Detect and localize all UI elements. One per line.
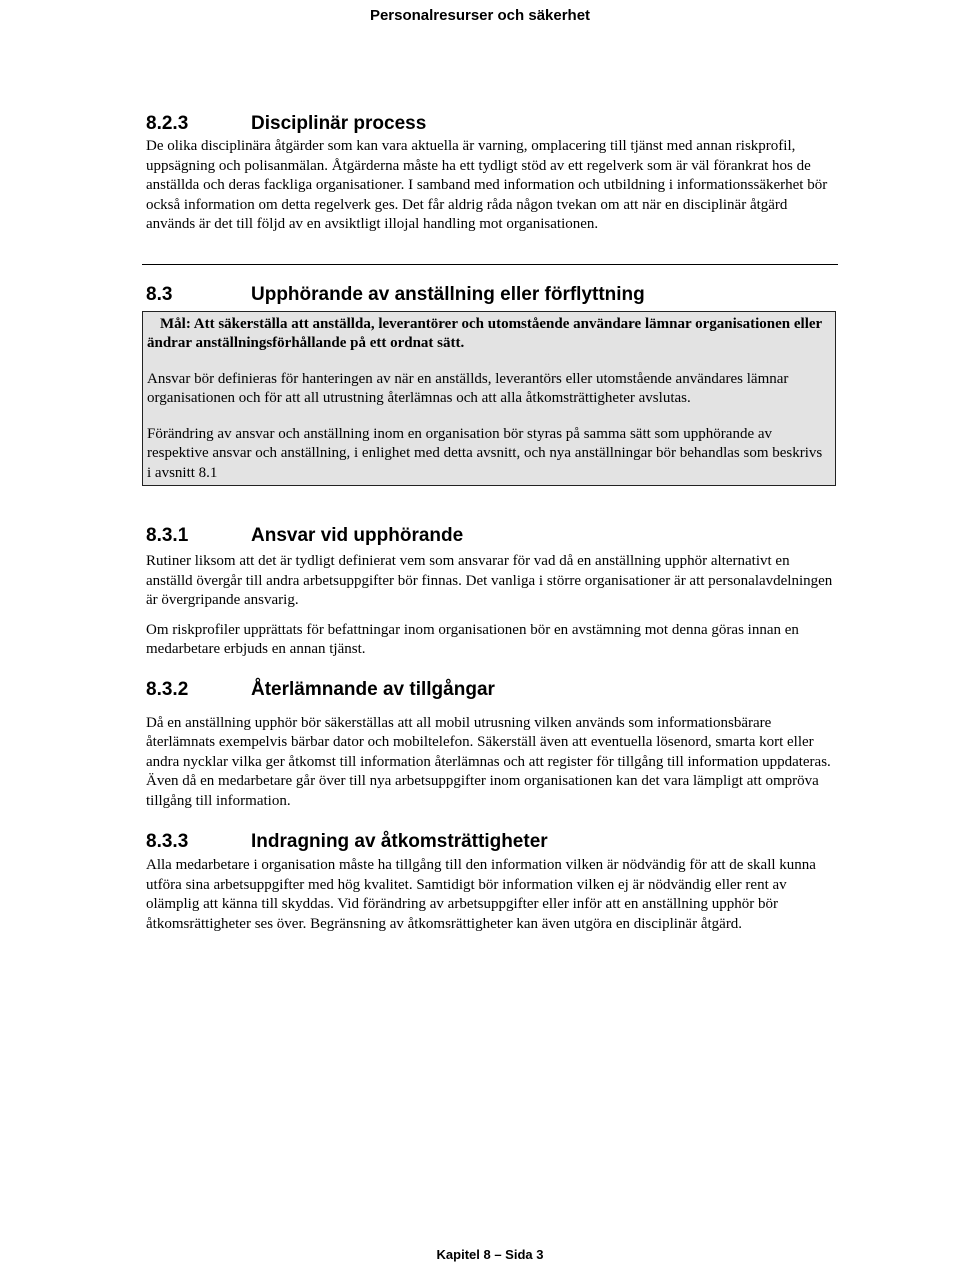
section-number: 8.3.3 (146, 831, 189, 852)
section-8-3-2 (146, 678, 838, 812)
section-heading (146, 283, 838, 307)
running-footer: Kapitel 8 – Sida 3 (436, 1247, 544, 1262)
section-title: Indragning av åtkomsträttigheter (251, 831, 548, 852)
section-heading (146, 112, 838, 136)
section-heading (146, 678, 838, 702)
goal-box (142, 311, 836, 487)
paragraph: Då en anställning upphör bör säkerställas att all mobil utrusning vilken används som informationsbärare återlämnats exempelvis bärbar dator och mobiltelefon. Säkerställ även att eventuella lösenord, smarta kort eller andra nycklar vilka ger åtkomst till information återlämnas och att register för tillgång till information uppdateras. Även då en medarbetare går över till nya arbetsuppgifter inom organisationen kan det vara lämpligt att ompröva tillgång till information. (146, 714, 831, 809)
paragraph: Alla medarbetare i organisation måste ha tillgång till den information vilken är nödvändig för att de skall kunna utföra sina arbetsuppgifter med hög kvalitet. Samtidigt bör information vilken ej är nödvändig eller rent av olämplig att känna till skyddas. Vid förändring av arbetsuppgifter eller inför att en anställning upphör bör åtkomsrättigheter ses över. Begränsning av åtkomsrättigheter kan även utgöra en disciplinär åtgärd. (146, 857, 816, 932)
section-8-3-1 (146, 524, 838, 660)
section-heading (146, 524, 838, 548)
section-number: 8.2.3 (146, 113, 189, 134)
paragraph: Rutiner liksom att det är tydligt definierat vem som ansvarar för vad då en anställning upphör alternativt en anställd övergår till andra arbetsuppgifter bör finnas. Det vanliga i större organisationer är att personalavdelningen är övergripande ansvarig. (146, 553, 833, 608)
section-divider (142, 264, 838, 265)
running-header: Personalresurser och säkerhet (369, 7, 591, 24)
goal-statement: Mål: Att säkerställa att anställda, leverantörer och utomstående användare lämnar organisationen eller ändrar anställningsförhållande på ett ordnat sätt. (147, 315, 822, 351)
section-heading (146, 830, 838, 854)
paragraph: Om riskprofiler upprättats för befattningar inom organisationen bör en avstämning mot denna göras innan en medarbetare erbjuds en annan tjänst. (146, 621, 799, 657)
section-8-2-3 (146, 112, 838, 235)
page-content (146, 112, 838, 934)
section-8-3 (146, 283, 838, 487)
section-title: Disciplinär process (251, 113, 427, 134)
section-title: Återlämnande av tillgångar (251, 678, 495, 700)
paragraph: Ansvar bör definieras för hanteringen av när en anställds, leverantörs eller utomstående användares lämnar organisationen och för att all utrustning återlämnas och att alla åtkomsträttigheter avslutas. (147, 370, 789, 406)
section-number: 8.3.1 (146, 525, 189, 546)
section-number: 8.3.2 (146, 678, 189, 700)
section-title: Upphörande av anställning eller förflyttning (251, 283, 645, 305)
section-number: 8.3 (146, 283, 173, 305)
section-title: Ansvar vid upphörande (251, 525, 464, 546)
paragraph: Förändring av ansvar och anställning inom en organisation bör styras på samma sätt som upphörande av respektive ansvar och anställning, i enlighet med detta avsnitt, och nya anställningar bör behandlas som beskrivs i avsnitt 8.1 (147, 425, 823, 481)
paragraph: De olika disciplinära åtgärder som kan vara aktuella är varning, omplacering till tjänst med annan riskprofil, uppsägning och polisanmälan. Åtgärderna måste ha ett tydligt stöd av ett regelverk som är väl förankrat hos de anställda och deras fackliga organisationer. I samband med information och utbildning i informationssäkerhet bör också information om detta regelverk ges. Det får aldrig råda någon tvekan om att när en disciplinär åtgärd används är det till följd av en avsiktligt illojal handling mot organisationen. (146, 138, 828, 232)
section-8-3-3 (146, 830, 838, 934)
